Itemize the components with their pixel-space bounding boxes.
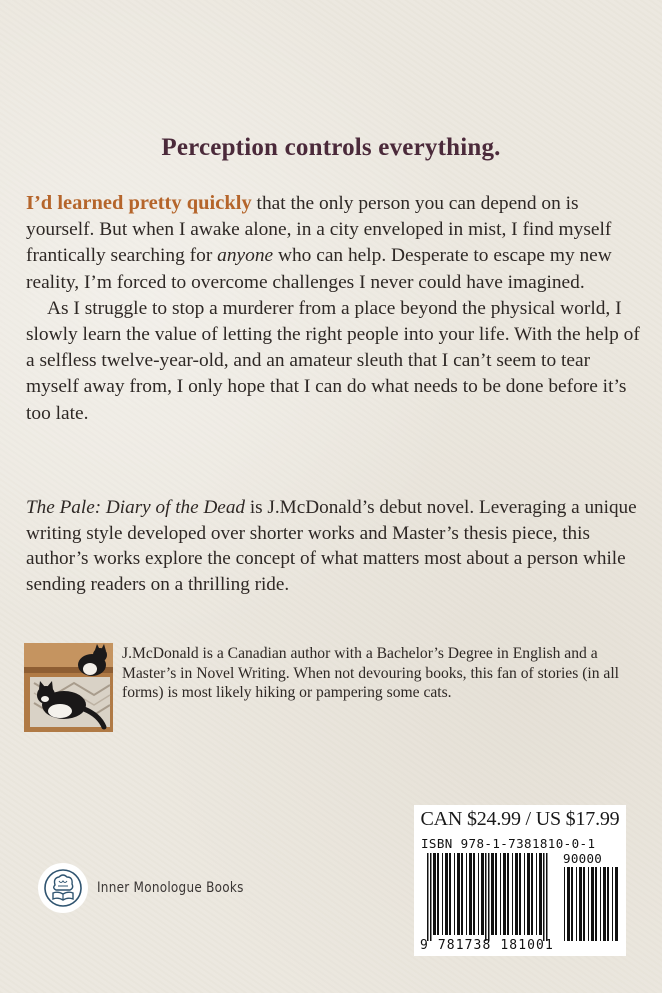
barcode-block [414,805,626,956]
blurb-text-b: who can help. Desperate to escape my new reality, I’m forced to overcome challenges I never could have imagined. [26,245,612,293]
ean-number: 9 781738 181001 [420,938,554,953]
blurb [26,190,640,427]
brain-book-icon [38,863,88,913]
blurb-paragraph-2: As I struggle to stop a murderer from a place beyond the physical world, I slowly learn the value of letting the right people into your life. With the help of a selfless twelve-year-old, and an amateur sleuth that I can’t seem to tear myself away from, I only hope that I can do what needs to be done before it’s too late. [26,297,640,424]
author-photo [24,643,113,732]
blurb-text-a: that the only person you can depend on is yourself. But when I awake alone, in a city enveloped in mist, I find myself frantically searching for [26,193,612,267]
about-text: is J.McDonald’s debut novel. Leveraging a unique writing style developed over shorter works and Master’s thesis piece, this author’s works explore the concept of what matters most about a person while sending readers on a thrilling ride. [26,497,637,595]
author-bio: J.McDonald is a Canadian author with a Bachelor’s Degree in English and a Master’s in Novel Writing. When not devouring books, this fan of stories (in all forms) is most likely hiking or pampering some cats. [122,645,620,702]
author-photo-cats-icon [24,643,113,732]
isbn-label: ISBN 978-1-7381810-0-1 [421,836,596,851]
publisher [38,862,268,914]
publisher-name: Inner Monologue Books [97,880,244,896]
addon-number: 90000 [563,851,603,866]
price-label: CAN $24.99 / US $17.99 [420,808,620,830]
blurb-emphasis: anyone [217,245,274,267]
book-title: The Pale: Diary of the Dead [26,497,246,518]
tagline: Perception controls everything. [161,134,501,161]
blurb-paragraph-1 [26,190,640,296]
blurb-lead-phrase: I’d learned pretty quickly [26,192,252,214]
about-book [26,495,640,597]
barcode-icon [414,805,626,956]
